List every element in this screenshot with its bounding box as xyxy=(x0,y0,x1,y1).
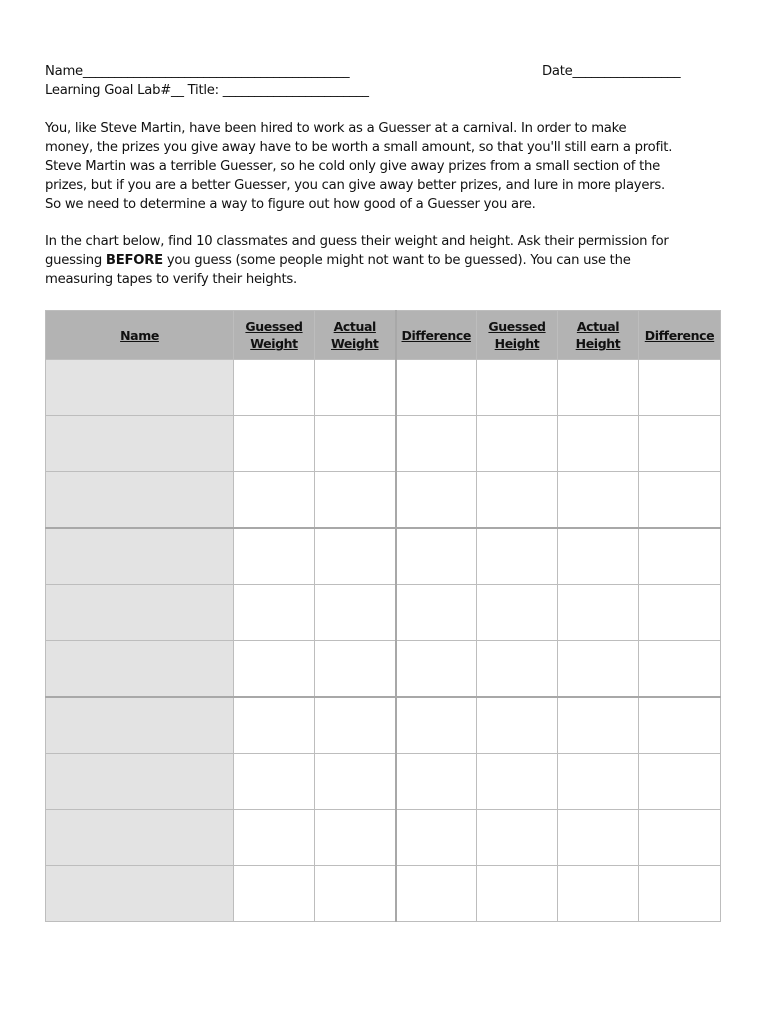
actual-height-cell xyxy=(558,697,639,754)
name-cell xyxy=(46,754,234,810)
height-difference-cell xyxy=(639,585,721,641)
guessed-height-cell xyxy=(477,528,558,585)
name-cell xyxy=(46,360,234,416)
actual-height-cell xyxy=(558,528,639,585)
guessed-height-cell xyxy=(477,754,558,810)
weight-difference-cell xyxy=(396,754,477,810)
col-header-actual-height xyxy=(558,311,639,360)
weight-difference-cell xyxy=(396,416,477,472)
name-cell xyxy=(46,416,234,472)
learning-goal-title-line: Learning Goal Lab#__ Title: _______________________ xyxy=(45,83,369,98)
guessed-weight-cell xyxy=(234,866,315,922)
col-header-label: Guessed xyxy=(488,319,546,334)
instructions-line xyxy=(45,251,729,270)
guessed-weight-cell xyxy=(234,585,315,641)
name-cell xyxy=(46,528,234,585)
weight-difference-cell xyxy=(396,697,477,754)
col-header-label: Guessed xyxy=(245,319,303,334)
col-header-height-difference xyxy=(639,311,721,360)
col-header-name xyxy=(46,311,234,360)
table-body xyxy=(46,360,721,922)
col-header-actual-weight xyxy=(315,311,396,360)
actual-height-cell xyxy=(558,360,639,416)
col-header-label: Height xyxy=(494,336,540,351)
actual-height-cell xyxy=(558,472,639,529)
instructions-line: measuring tapes to verify their heights. xyxy=(45,272,297,287)
table-row xyxy=(46,416,721,472)
weight-difference-cell xyxy=(396,360,477,416)
height-difference-cell xyxy=(639,472,721,529)
intro-paragraph xyxy=(45,119,729,214)
weight-difference-cell xyxy=(396,585,477,641)
table-row xyxy=(46,866,721,922)
actual-weight-cell xyxy=(315,360,396,416)
actual-height-cell xyxy=(558,416,639,472)
name-line: Name__________________________________________ xyxy=(45,64,350,79)
height-difference-cell xyxy=(639,528,721,585)
weight-difference-cell xyxy=(396,866,477,922)
col-header-weight-difference xyxy=(396,311,477,360)
guessed-height-cell xyxy=(477,585,558,641)
table-row xyxy=(46,641,721,698)
actual-weight-cell xyxy=(315,697,396,754)
weight-difference-cell xyxy=(396,810,477,866)
name-cell xyxy=(46,585,234,641)
weight-difference-cell xyxy=(396,528,477,585)
name-cell xyxy=(46,472,234,529)
guessed-weight-cell xyxy=(234,697,315,754)
actual-height-cell xyxy=(558,754,639,810)
intro-line: So we need to determine a way to figure out how good of a Guesser you are. xyxy=(45,197,536,212)
col-header-guessed-weight xyxy=(234,311,315,360)
height-difference-cell xyxy=(639,641,721,698)
guess-chart-table xyxy=(45,310,721,922)
guessed-weight-cell xyxy=(234,810,315,866)
guessed-height-cell xyxy=(477,472,558,529)
table-header-row xyxy=(46,311,721,360)
table-row xyxy=(46,585,721,641)
instructions-paragraph xyxy=(45,232,729,289)
guessed-height-cell xyxy=(477,360,558,416)
height-difference-cell xyxy=(639,697,721,754)
guessed-weight-cell xyxy=(234,416,315,472)
table-row xyxy=(46,697,721,754)
actual-weight-cell xyxy=(315,528,396,585)
guessed-height-cell xyxy=(477,697,558,754)
intro-line: Steve Martin was a terrible Guesser, so he cold only give away prizes from a small section of the xyxy=(45,159,661,174)
actual-weight-cell xyxy=(315,866,396,922)
date-line: Date_________________ xyxy=(542,64,681,79)
guessed-weight-cell xyxy=(234,360,315,416)
instructions-emphasis: BEFORE xyxy=(105,253,163,268)
col-header-label: Height xyxy=(575,336,621,351)
col-header-label: Weight xyxy=(250,336,298,351)
instructions-text: guessing xyxy=(45,253,106,268)
guessed-height-cell xyxy=(477,641,558,698)
name-cell xyxy=(46,697,234,754)
col-header-label: Difference xyxy=(401,327,471,343)
actual-weight-cell xyxy=(315,641,396,698)
table-row xyxy=(46,810,721,866)
weight-difference-cell xyxy=(396,472,477,529)
guessed-weight-cell xyxy=(234,472,315,529)
table-row xyxy=(46,528,721,585)
guessed-weight-cell xyxy=(234,528,315,585)
actual-weight-cell xyxy=(315,585,396,641)
guessed-weight-cell xyxy=(234,641,315,698)
actual-weight-cell xyxy=(315,754,396,810)
height-difference-cell xyxy=(639,360,721,416)
actual-height-cell xyxy=(558,810,639,866)
intro-line: prizes, but if you are a better Guesser, you can give away better prizes, and lure in more players. xyxy=(45,178,665,193)
height-difference-cell xyxy=(639,866,721,922)
intro-line: You, like Steve Martin, have been hired to work as a Guesser at a carnival. In order to make xyxy=(45,121,627,136)
actual-weight-cell xyxy=(315,416,396,472)
col-header-label: Actual xyxy=(333,319,376,334)
name-cell xyxy=(46,641,234,698)
height-difference-cell xyxy=(639,416,721,472)
intro-line: money, the prizes you give away have to be worth a small amount, so that you'll still earn a profit. xyxy=(45,140,673,155)
guessed-height-cell xyxy=(477,866,558,922)
table-row xyxy=(46,472,721,529)
col-header-label: Weight xyxy=(330,336,379,351)
name-cell xyxy=(46,810,234,866)
col-header-label: Name xyxy=(120,327,159,343)
actual-weight-cell xyxy=(315,810,396,866)
actual-height-cell xyxy=(558,585,639,641)
col-header-label: Actual xyxy=(576,319,620,334)
table-row xyxy=(46,754,721,810)
guessed-weight-cell xyxy=(234,754,315,810)
actual-weight-cell xyxy=(315,472,396,529)
guessed-height-cell xyxy=(477,416,558,472)
guessed-height-cell xyxy=(477,810,558,866)
actual-height-cell xyxy=(558,641,639,698)
weight-difference-cell xyxy=(396,641,477,698)
col-header-label: Difference xyxy=(644,327,715,343)
instructions-line: In the chart below, find 10 classmates and guess their weight and height. Ask their permission for xyxy=(45,234,669,249)
height-difference-cell xyxy=(639,810,721,866)
col-header-guessed-height xyxy=(477,311,558,360)
table-row xyxy=(46,360,721,416)
actual-height-cell xyxy=(558,866,639,922)
height-difference-cell xyxy=(639,754,721,810)
name-cell xyxy=(46,866,234,922)
instructions-text: you guess (some people might not want to be guessed). You can use the xyxy=(162,253,631,268)
